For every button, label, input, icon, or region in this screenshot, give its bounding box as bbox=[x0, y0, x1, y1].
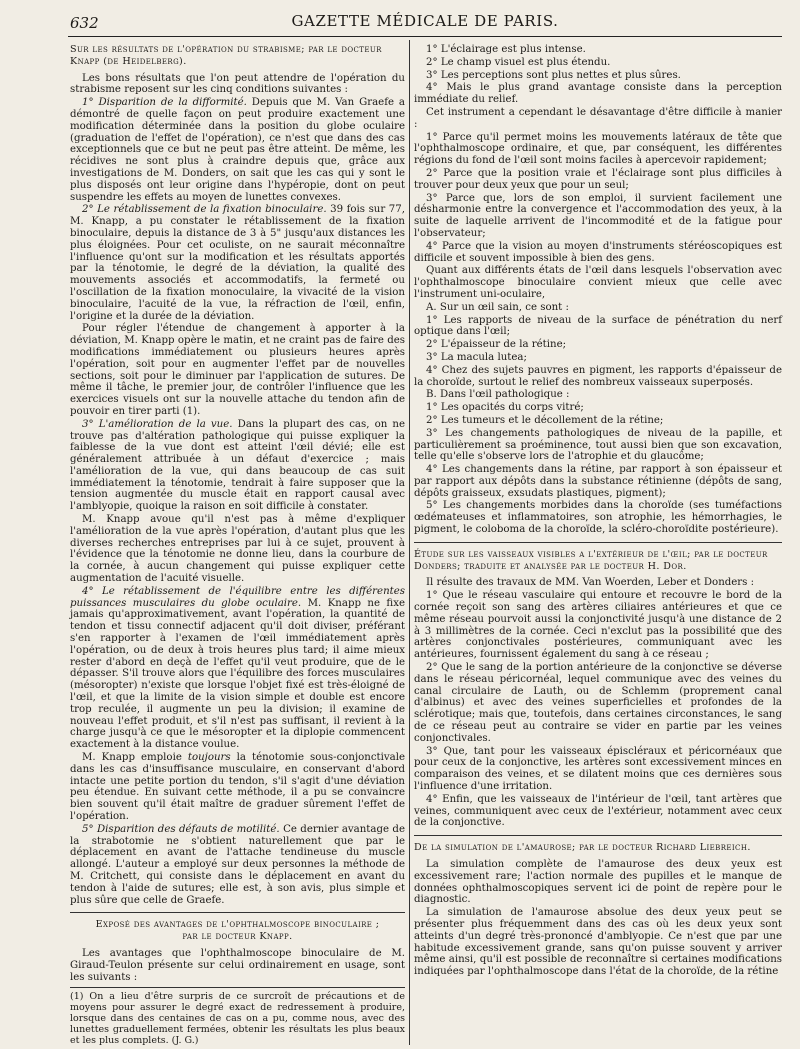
list-item: 2° Le champ visuel est plus étendu. bbox=[426, 56, 611, 68]
list-item: 2° Parce que la position vraie et l'éclairage sont plus difficiles à trouver pour deux yeux que pour un seul; bbox=[414, 167, 782, 191]
list-item: 2° Que le sang de la portion antérieure de la conjonctive se déverse dans le réseau péricornéal, lequel communique avec des veines du canal circulaire de Lauth, ou de Schlemm (proprement canal d'albinus) et avec des veines superficielles et profondes de la sclérotique; mais que, toutefois, dans certaines circonstances, le sang de ce réseau peut au contraire se vider en partie par les veines conjonctivales. bbox=[414, 662, 782, 744]
column-divider bbox=[409, 40, 410, 1045]
paragraph: Les bons résultats que l'on peut attendre de l'opération du strabisme reposent sur les cinq conditions suivantes : bbox=[70, 72, 405, 96]
paragraph: La simulation de l'amaurose absolue des deux yeux peut se présenter plus fréquemment dans des cas où les deux yeux sont atteints d'un degré très-prononcé d'amblyopie. Ce n'est que par une habitude excessivement grande, sans qu'on puisse souvent y arriver même ainsi, qu'il est possible de reconnaître si certaines modifications indiquées par l'ophthalmoscope dans l'état de la choroïde, de la rétine bbox=[414, 907, 782, 978]
list-item: 2° L'épaisseur de la rétine; bbox=[426, 339, 567, 351]
paragraph bbox=[70, 586, 405, 751]
paragraph: Il résulte des travaux de MM. Van Woerden, Leber et Donders : bbox=[426, 577, 755, 589]
condition-text: 39 fois sur 77, M. Knapp, a pu constater le rétablissement de la fixation binoculaire, depuis la distance de 3 à 5" jusqu'aux distances les plus éloignées. Pour cet oculiste, on ne saurait méconnaître l'influence qu'ont sur la modification et les résultats apportés par la ténotomie, le degré de la déviation, la qualité des mouvements associés et accommodatifs, la fermeté ou l'oscillation de la fixation monoculaire, la vivacité de la vision binoculaire, l'acuité de la vue, la réfraction de l'œil, enfin, l'origine et la durée de la déviation. bbox=[70, 204, 405, 322]
paragraph: M. Knapp avoue qu'il n'est pas à même d'expliquer l'amélioration de la vue après l'opération, d'autant plus que les diverses recherches entreprises par lui à ce sujet, prouvent à l'évidence que la ténotomie ne donne lieu, dans la courbure de la cornée, à aucun changement qui puisse expliquer cette augmentation de l'acuité visuelle. bbox=[70, 514, 405, 585]
subheading: A. Sur un œil sain, ce sont : bbox=[426, 301, 569, 313]
paragraph: La simulation complète de l'amaurose des deux yeux est excessivement rare; l'action normale des pupilles et le manque de données ophthalmoscopiques servent ici de point de repère pour le diagnostic. bbox=[414, 859, 782, 906]
list-item: 4° Parce que la vision au moyen d'instruments stéréoscopiques est difficile et souvent impossible à bien des gens. bbox=[414, 240, 782, 264]
paragraph: Pour régler l'étendue de changement à apporter à la déviation, M. Knapp opère le matin, et ne craint pas de faire des modifications immédiatement ou plusieurs heures après l'opération, soit pour en augmenter l'effet par de nouvelles sections, soit pour le diminuer par l'application de sutures. De même il tâche, le premier jour, de contrôler l'influence que les exercices visuels ont sur la nouvelle attache du tendon afin de pouvoir en tirer parti (1). bbox=[70, 323, 405, 417]
paragraph bbox=[70, 204, 405, 322]
paragraph bbox=[70, 824, 405, 907]
right-column bbox=[414, 44, 782, 979]
paragraph bbox=[70, 97, 405, 203]
list-item: 5° Les changements morbides dans la choroïde (ses tuméfactions œdémateuses et inflammatoires, son atrophie, les hémorrhagies, le pigment, le coloboma de la choroïde, la scléro-choroïdite postérieure). bbox=[414, 500, 782, 536]
footnote-text: (1) On a lieu d'être surpris de ce surcroît de précautions et de moyens pour assurer le degré exact de redressement à produire, lorsque dans des centaines de cas on a pu, comme nous, avec des lunettes graduellement fermées, obtenir les résultats les plus beaux et les plus complets. (J. G.) bbox=[70, 991, 405, 1047]
article-title-amaurose: De la simulation de l'amaurose; par le docteur Richard Liebreich. bbox=[414, 842, 751, 854]
paragraph: Quant aux différents états de l'œil dans lesquels l'observation avec l'ophthalmoscope binoculaire convient mieux que celle avec l'instrument uni-oculaire, bbox=[414, 265, 782, 300]
paragraph bbox=[70, 419, 405, 513]
article-title-vaisseaux: Étude sur les vaisseaux visibles a l'extérieur de l'œil; par le docteur Donders; traduite et analysée par le docteur H. Dor. bbox=[414, 548, 768, 572]
paragraph: Cet instrument a cependant le désavantage d'être difficile à manier : bbox=[414, 106, 782, 130]
condition-text: Ce dernier avantage de la strabotomie ne s'obtient naturellement que par le déplacement en avant de l'attache tendineuse du muscle allongé. L'auteur a employé sur deux personnes la méthode de M. Critchett, qui consiste dans le déplacement en avant du tendon à l'aide de sutures; elle est, à son avis, plus simple et plus sûre que celle de Graefe. bbox=[70, 823, 405, 906]
list-item: 4° Chez des sujets pauvres en pigment, les rapports d'épaisseur de la choroïde, surtout le relief des nombreux vaisseaux superposés. bbox=[414, 364, 782, 388]
condition-label: 4° Le rétablissement de l'équilibre entre les différentes puissances musculaires du globe oculaire. bbox=[70, 585, 405, 609]
article-title-strabisme: Sur les résultats de l'opération du strabisme; par le docteur Knapp (de Heidelberg). bbox=[70, 44, 382, 67]
list-item: 2° Les tumeurs et le décollement de la rétine; bbox=[426, 414, 664, 426]
article-title-ophthalmoscope: Exposé des avantages de l'ophthalmoscope binoculaire ; bbox=[95, 919, 380, 931]
list-item: 3° La macula lutea; bbox=[426, 351, 527, 363]
page-number: 632 bbox=[70, 14, 99, 32]
page-header bbox=[70, 12, 780, 34]
condition-label: 5° Disparition des défauts de motilité. bbox=[82, 823, 280, 835]
condition-text: M. Knapp ne fixe jamais qu'approximativement, avant l'opération, la quantité de tendon et tissu connectif adjacent qu'il doit diviser, préférant s'en rapporter à l'examen de l'œil immédiatement après l'opération, ou de deux à trois heures plus tard; il aime mieux rester d'abord en deçà de l'effet qu'il veut produire, que de le dépasser. S'il trouve alors que l'équilibre des forces musculaires (mésoropter) n'existe que lorsque l'objet fixé est très-éloigné de l'œil, et que la limite de la vision simple et double est encore trop reculée, il augmente un peu la division; il examine de nouveau l'effet produit, et s'il n'est pas suffisant, il revient à la charge jusqu'à ce que le mésoropter et la diplopie commencent exactement à la distance voulue. bbox=[70, 597, 405, 751]
list-item: 1° Les opacités du corps vitré; bbox=[426, 402, 584, 414]
paragraph: M. Knapp emploie toujours la ténotomie sous-conjonctivale dans les cas d'insuffisance musculaire, en conservant d'abord intacte une petite portion du tendon, s'il s'agit d'une déviation peu étendue. En suivant cette méthode, il a pu se convaincre bien souvent qu'il était maître de graduer sûrement l'effet de l'opération. bbox=[70, 752, 405, 822]
footnote bbox=[70, 987, 405, 1046]
article-byline: par le docteur Knapp. bbox=[182, 931, 293, 943]
list-item: 4° Mais le plus grand avantage consiste dans la perception immédiate du relief. bbox=[414, 82, 782, 106]
paragraph: Les avantages que l'ophthalmoscope binoculaire de M. Giraud-Teulon présente sur celui ordinairement en usage, sont les suivants : bbox=[70, 947, 405, 983]
list-item: 3° Parce que, lors de son emploi, il survient facilement une désharmonie entre la convergence et l'accommodation des yeux, à la suite de laquelle arrivent de l'incommodité et de la fatigue pour l'observateur; bbox=[414, 192, 782, 239]
list-item: 1° Les rapports de niveau de la surface de pénétration du nerf optique dans l'œil; bbox=[414, 314, 782, 338]
section-separator bbox=[70, 912, 405, 913]
list-item: 4° Les changements dans la rétine, par rapport à son épaisseur et par rapport aux dépôts dans la substance rétinienne (dépôts de sang, dépôts graisseux, exsudats plastiques, pigment); bbox=[414, 464, 782, 499]
section-separator bbox=[414, 542, 782, 543]
condition-label: 2° Le rétablissement de la fixation binoculaire. bbox=[82, 204, 327, 216]
condition-label: 3° L'amélioration de la vue. bbox=[82, 418, 233, 430]
left-column bbox=[70, 44, 405, 1047]
list-item: 1° L'éclairage est plus intense. bbox=[426, 44, 586, 55]
list-item: 1° Parce qu'il permet moins les mouvements latéraux de tête que l'ophthalmoscope ordinaire, et que, par conséquent, les différentes régions du fond de l'œil sont moins faciles à apercevoir rapidement; bbox=[414, 131, 782, 167]
list-item: 3° Que, tant pour les vaisseaux épiscléraux et péricornéaux que pour ceux de la conjonctive, les artères sont excessivement minces en comparaison des veines, et se dilatent moins que ces dernières sous l'influence d'une irritation. bbox=[414, 745, 782, 793]
condition-label: 1° Disparition de la difformité. bbox=[82, 97, 247, 109]
condition-text: Depuis que M. Van Graefe a démontré de quelle façon on peut produire exactement une modification déterminée dans la position du globe oculaire (graduation de l'effet de l'opération), ce n'est que dans des cas exceptionnels que ce but ne peut pas être atteint. De même, les récidives ne sont plus à craindre depuis que, grâce aux investigations de M. Donders, on sait que les cas qui y sont le plus disposés ont leur origine dans l'hypéropie, dont on peut suspendre les effets au moyen de lunettes convexes. bbox=[70, 97, 405, 203]
list-item: 4° Enfin, que les vaisseaux de l'intérieur de l'œil, tant artères que veines, communiquent avec ceux de l'extérieur, notamment avec ceux de la conjonctive. bbox=[414, 793, 782, 829]
condition-text: Dans la plupart des cas, on ne trouve pas d'altération pathologique qui puisse expliquer la faiblesse de la vue dont est atteint l'œil dévié; elle est généralement attribuée à un défaut d'exercice ; mais l'amélioration de la vue, qui dans beaucoup de cas suit immédiatement la ténotomie, tendrait à faire supposer que la tension augmentée du muscle était en rapport causal avec l'amblyopie, quoique la raison en soit difficile à constater. bbox=[70, 418, 405, 513]
list-item: 1° Que le réseau vasculaire qui entoure et recouvre le bord de la cornée reçoit son sang des artères ciliaires antérieures et que ce même réseau pourvoit aussi la conjonctivité jusqu'à une distance de 2 à 3 millimètres de la cornée. Ceci n'exclut pas la possibilité que des artères conjonctivales postérieures, communiquant avec les antérieures, fournissent également du sang à ce réseau ; bbox=[414, 590, 782, 661]
emphasis: toujours bbox=[187, 752, 231, 764]
subheading: B. Dans l'œil pathologique : bbox=[426, 389, 570, 401]
header-rule bbox=[68, 36, 782, 37]
list-item: 3° Les perceptions sont plus nettes et plus sûres. bbox=[426, 69, 681, 81]
section-separator bbox=[414, 835, 782, 836]
list-item: 3° Les changements pathologiques de niveau de la papille, et particulièrement sa proéminence, tout aussi bien que son excavation, telle qu'elle s'observe lors de l'atrophie et du glaucôme; bbox=[414, 427, 782, 463]
journal-title: GAZETTE MÉDICALE DE PARIS. bbox=[291, 12, 559, 30]
